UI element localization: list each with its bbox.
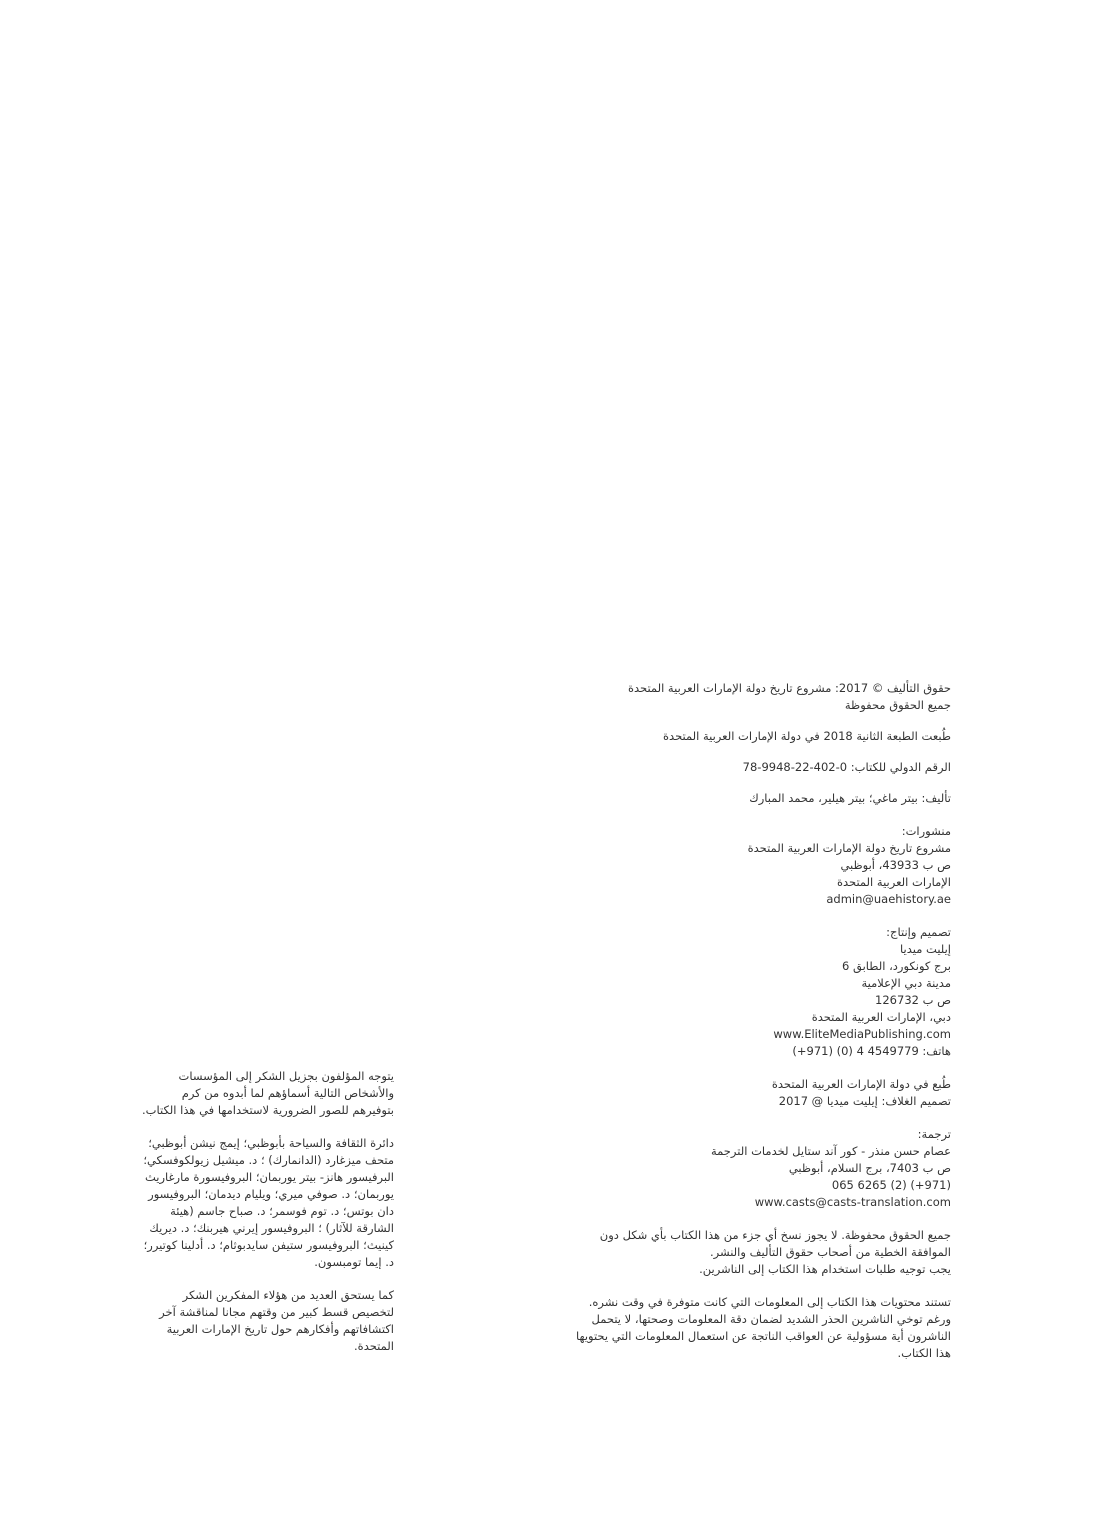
publisher-block bbox=[521, 823, 951, 908]
translator-website: www.casts@casts-translation.com bbox=[754, 1195, 951, 1209]
translation-block bbox=[521, 1126, 951, 1211]
publisher-email: admin@uaehistory.ae bbox=[826, 892, 951, 906]
isbn-line: الرقم الدولي للكتاب: 0-402-22-9948-78 bbox=[742, 760, 951, 774]
isbn-block bbox=[521, 759, 951, 776]
names-line-5: دان بوتس؛ د. توم فوسمر؛ د. صباح جاسم (هيئة bbox=[170, 1204, 394, 1218]
disclaimer-line-4: هذا الكتاب. bbox=[897, 1346, 951, 1360]
names-line-8: د. إيما تومبسون. bbox=[314, 1255, 394, 1269]
names-line-3: البرفيسور هانز- بيتر يوربمان؛ البروفيسورة مارغاريث bbox=[144, 1170, 394, 1184]
names-line-7: كينيث؛ البروفيسور ستيفن سايدبوثام؛ د. أدلينا كوتيرر؛ bbox=[143, 1238, 394, 1252]
edition-line: طُبعت الطبعة الثانية 2018 في دولة الإمارات العربية المتحدة bbox=[663, 729, 951, 743]
closing-line-2: لتخصيص قسط كبير من وقتهم مجانا لمناقشة آخر bbox=[159, 1305, 394, 1319]
cover-design-line: تصميم الغلاف: إيليت ميديا @ 2017 bbox=[778, 1094, 951, 1108]
publisher-pobox: ص ب 43933، أبوظبي bbox=[840, 858, 951, 872]
disclaimer-line-1: تستند محتويات هذا الكتاب إلى المعلومات التي كانت متوفرة في وقت نشره. bbox=[588, 1295, 951, 1309]
copyright-line: حقوق التأليف © 2017: مشروع تاريخ دولة الإمارات العربية المتحدة bbox=[627, 681, 951, 695]
acknowledgements-names bbox=[134, 1135, 394, 1271]
acknowledgements-column bbox=[134, 1068, 394, 1371]
production-website: www.EliteMediaPublishing.com bbox=[773, 1027, 951, 1041]
names-line-1: دائرة الثقافة والسياحة بأبوظبي؛ إيمج نيشن أبوظبي؛ bbox=[148, 1136, 394, 1150]
rights-line-3: يجب توجيه طلبات استخدام هذا الكتاب إلى الناشرين. bbox=[699, 1262, 951, 1276]
imprint-column bbox=[521, 680, 951, 1378]
all-rights-reserved-line: جميع الحقوق محفوظة bbox=[844, 698, 951, 712]
rights-line-2: الموافقة الخطية من أصحاب حقوق التأليف والنشر. bbox=[709, 1245, 951, 1259]
production-phone: هاتف: 4549779 4 (0) (971+) bbox=[792, 1044, 951, 1058]
production-company: إيليت ميديا bbox=[900, 942, 951, 956]
authors-block bbox=[521, 790, 951, 807]
translator-address: ص ب 7403، برج السلام، أبوظبي bbox=[788, 1161, 951, 1175]
disclaimer-line-3: الناشرون أية مسؤولية عن العواقب الناتجة عن استعمال المعلومات التي يحتويها bbox=[576, 1329, 951, 1343]
production-building: برج كونكورد، الطابق 6 bbox=[842, 959, 951, 973]
acknowledgements-intro bbox=[134, 1068, 394, 1119]
disclaimer-block bbox=[521, 1294, 951, 1362]
closing-line-3: اكتشافاتهم وأفكارهم حول تاريخ الإمارات العربية bbox=[166, 1322, 394, 1336]
disclaimer-line-2: ورغم توخي الناشرين الحذر الشديد لضمان دقة المعلومات وصحتها، لا يتحمل bbox=[591, 1312, 951, 1326]
translator-phone: (971+) (2) 6265 065 bbox=[831, 1178, 951, 1192]
publisher-name: مشروع تاريخ دولة الإمارات العربية المتحدة bbox=[747, 841, 951, 855]
production-district: مدينة دبي الإعلامية bbox=[861, 976, 951, 990]
intro-line-1: يتوجه المؤلفون بجزيل الشكر إلى المؤسسات bbox=[178, 1069, 394, 1083]
acknowledgements-closing bbox=[134, 1287, 394, 1355]
closing-line-1: كما يستحق العديد من هؤلاء المفكرين الشكر bbox=[182, 1288, 394, 1302]
production-city: دبي، الإمارات العربية المتحدة bbox=[811, 1010, 951, 1024]
publisher-country: الإمارات العربية المتحدة bbox=[836, 875, 951, 889]
rights-line-1: جميع الحقوق محفوظة. لا يجوز نسخ أي جزء من هذا الكتاب بأي شكل دون bbox=[599, 1228, 951, 1242]
translation-heading: ترجمة: bbox=[917, 1127, 951, 1141]
names-line-2: متحف ميزغارد (الدانمارك) ؛ د. ميشيل زيولكوفسكي؛ bbox=[143, 1153, 394, 1167]
printing-block bbox=[521, 1076, 951, 1110]
publisher-heading: منشورات: bbox=[901, 824, 951, 838]
copyright-block bbox=[521, 680, 951, 714]
rights-block bbox=[521, 1227, 951, 1278]
production-heading: تصميم وإنتاج: bbox=[886, 925, 951, 939]
authors-line: تأليف: بيتر ماغي؛ بيتر هيلير، محمد المبارك bbox=[749, 791, 951, 805]
printed-in-line: طُبع في دولة الإمارات العربية المتحدة bbox=[771, 1077, 951, 1091]
production-block bbox=[521, 924, 951, 1060]
names-line-6: الشارقة للآثار) ؛ البروفيسور إيرني هيربنك؛ د. ديريك bbox=[149, 1221, 394, 1235]
translator-name: عصام حسن منذر - كور آند ستايل لخدمات الترجمة bbox=[710, 1144, 951, 1158]
intro-line-2: والأشخاص التالية أسماؤهم لما أبدوه من كرم bbox=[181, 1086, 394, 1100]
edition-block bbox=[521, 728, 951, 745]
intro-line-3: بتوفيرهم للصور الضرورية لاستخدامها في هذا الكتاب. bbox=[141, 1103, 394, 1117]
names-line-4: يوربمان؛ د. صوفي ميري؛ ويليام ديدمان؛ البروفيسور bbox=[148, 1187, 394, 1201]
production-pobox: ص ب 126732 bbox=[875, 993, 951, 1007]
closing-line-4: المتحدة. bbox=[354, 1339, 394, 1353]
